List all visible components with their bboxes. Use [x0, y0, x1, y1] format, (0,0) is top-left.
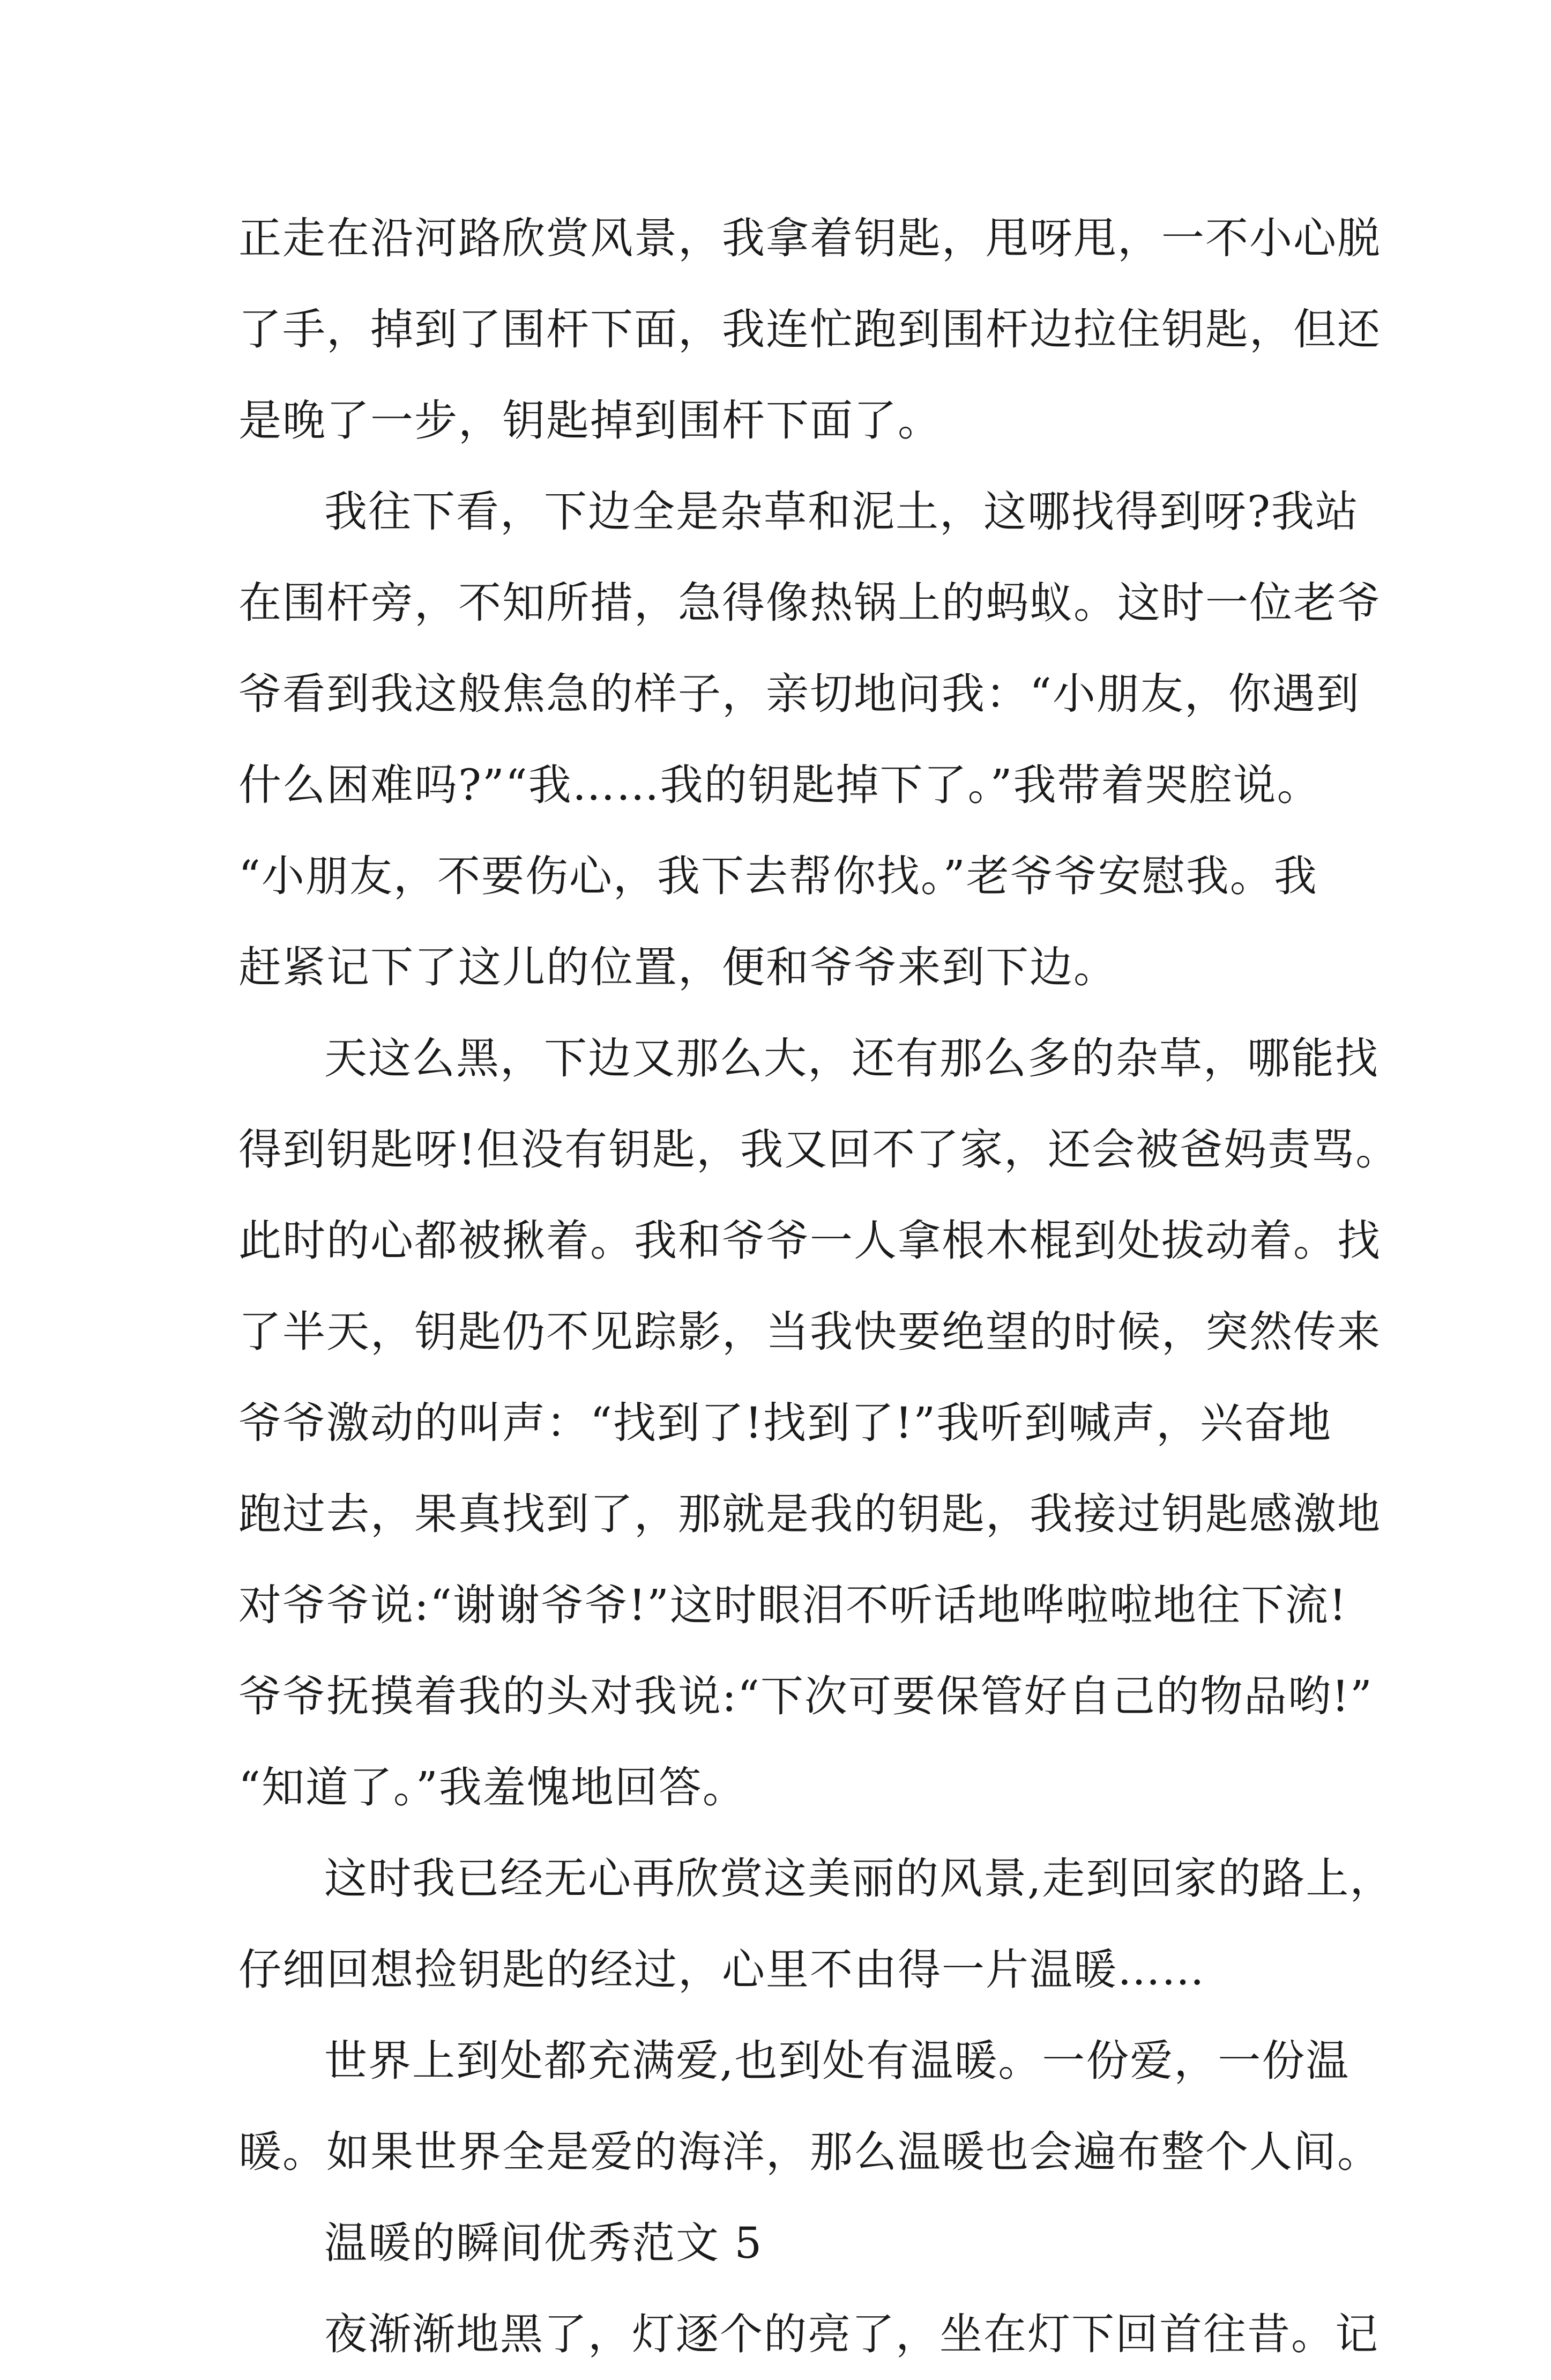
- paragraph-start-line: 我往下看，下边全是杂草和泥土，这哪找得到呀?我站: [324, 487, 1359, 537]
- text-line: 爷爷抚摸着我的头对我说:“下次可要保管好自己的物品哟!”: [238, 1671, 1373, 1721]
- text-line: 了半天，钥匙仍不见踪影，当我快要绝望的时候，突然传来: [238, 1307, 1381, 1357]
- text-line: 跑过去，果真找到了，那就是我的钥匙，我接过钥匙感激地: [238, 1489, 1381, 1539]
- paragraph-start-line: 这时我已经无心再欣赏这美丽的风景,走到回家的路上，: [324, 1854, 1394, 1903]
- document-body: [238, 193, 1400, 2380]
- text-line: 对爷爷说:“谢谢爷爷!”这时眼泪不听话地哗啦啦地往下流!: [238, 1580, 1348, 1630]
- paragraph-start-line: 夜渐渐地黑了，灯逐个的亮了，坐在灯下回首往昔。记: [324, 2309, 1379, 2359]
- text-line: “小朋友，不要伤心，我下去帮你找。”老爷爷安慰我。我: [238, 851, 1318, 901]
- text-line: 正走在沿河路欣赏风景，我拿着钥匙，甩呀甩，一不小心脱: [238, 213, 1381, 263]
- text-line: 什么困难吗?”“我……我的钥匙掉下了。”我带着哭腔说。: [238, 760, 1321, 810]
- text-line: 是晚了一步，钥匙掉到围杆下面了。: [238, 396, 942, 445]
- text-line: 赶紧记下了这儿的位置，便和爷爷来到下边。: [238, 942, 1117, 992]
- text-line: 爷看到我这般焦急的样子，亲切地问我：“小朋友，你遇到: [238, 669, 1360, 719]
- text-line: 仔细回想捡钥匙的经过，心里不由得一片温暖……: [238, 1945, 1205, 1995]
- section-heading: 温暖的瞬间优秀范文 5: [324, 2218, 763, 2268]
- text-line: 暖。如果世界全是爱的海洋，那么温暖也会遍布整个人间。: [238, 2127, 1381, 2177]
- text-line: 在围杆旁，不知所措，急得像热锅上的蚂蚁。这时一位老爷: [238, 578, 1381, 628]
- paragraph-start-line: 天这么黑，下边又那么大，还有那么多的杂草，哪能找: [324, 1033, 1379, 1083]
- text-line: 爷爷激动的叫声：“找到了!找到了!”我听到喊声，兴奋地: [238, 1398, 1332, 1448]
- text-line: 此时的心都被揪着。我和爷爷一人拿根木棍到处拔动着。找: [238, 1216, 1381, 1266]
- text-line: “知道了。”我羞愧地回答。: [238, 1762, 747, 1812]
- text-line: 得到钥匙呀!但没有钥匙，我又回不了家，还会被爸妈责骂。: [238, 1125, 1400, 1174]
- paragraph-start-line: 世界上到处都充满爱,也到处有温暖。一份爱，一份温: [324, 2036, 1350, 2086]
- text-line: 了手，掉到了围杆下面，我连忙跑到围杆边拉住钥匙，但还: [238, 304, 1381, 354]
